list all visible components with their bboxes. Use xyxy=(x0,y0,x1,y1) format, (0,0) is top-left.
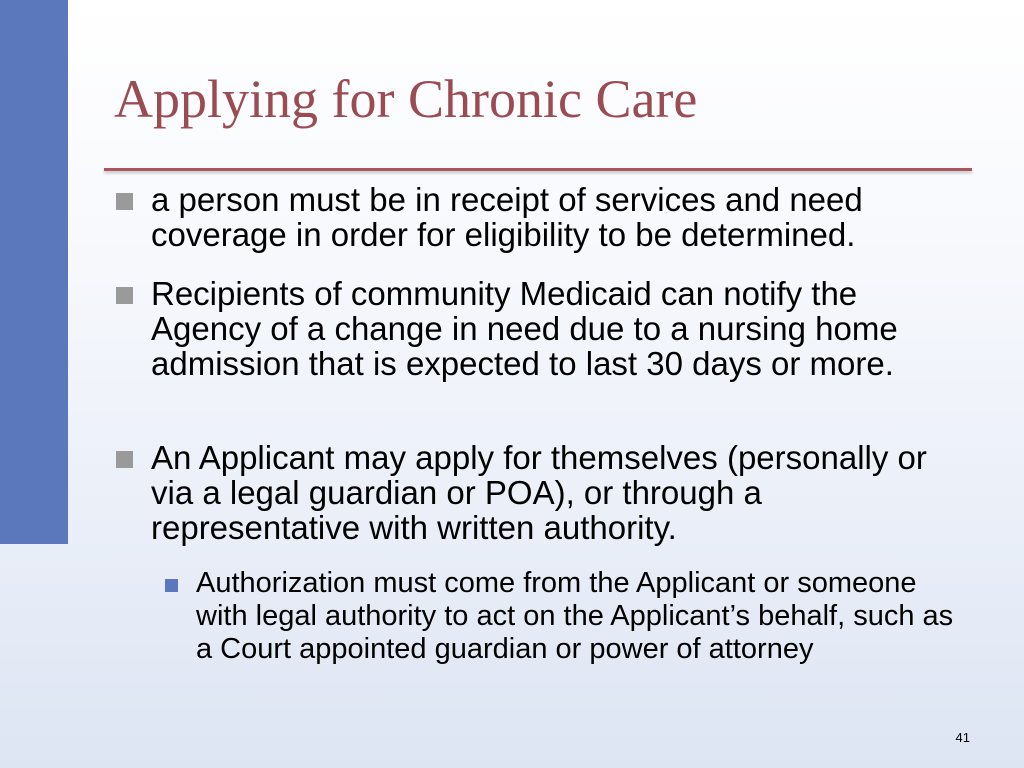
square-bullet-icon xyxy=(116,451,133,468)
bullet-text: Recipients of community Medicaid can notify the Agency of a change in need due to a nursing home admission that is expected to last 30 days or more. xyxy=(151,275,898,382)
sub-bullet-item xyxy=(196,567,966,666)
page-number: 41 xyxy=(955,730,970,745)
sub-bullet-text: Authorization must come from the Applicant or someone with legal authority to act on the Applicant’s behalf, such as a Court appointed guardian or power of attorney xyxy=(196,567,954,665)
square-bullet-icon xyxy=(165,579,178,592)
title-divider xyxy=(104,168,972,171)
slide-title: Applying for Chronic Care xyxy=(114,69,698,129)
slide-sidebar-accent xyxy=(0,0,68,544)
bullet-text: a person must be in receipt of services and need coverage in order for eligibility to be determined. xyxy=(151,181,863,253)
bullet-item xyxy=(151,276,971,381)
bullet-text: An Applicant may apply for themselves (personally or via a legal guardian or POA), or through a representative with written authority. xyxy=(151,439,927,546)
bullet-item xyxy=(151,182,971,252)
bullet-item xyxy=(151,440,971,545)
square-bullet-icon xyxy=(116,287,133,304)
square-bullet-icon xyxy=(116,193,133,210)
